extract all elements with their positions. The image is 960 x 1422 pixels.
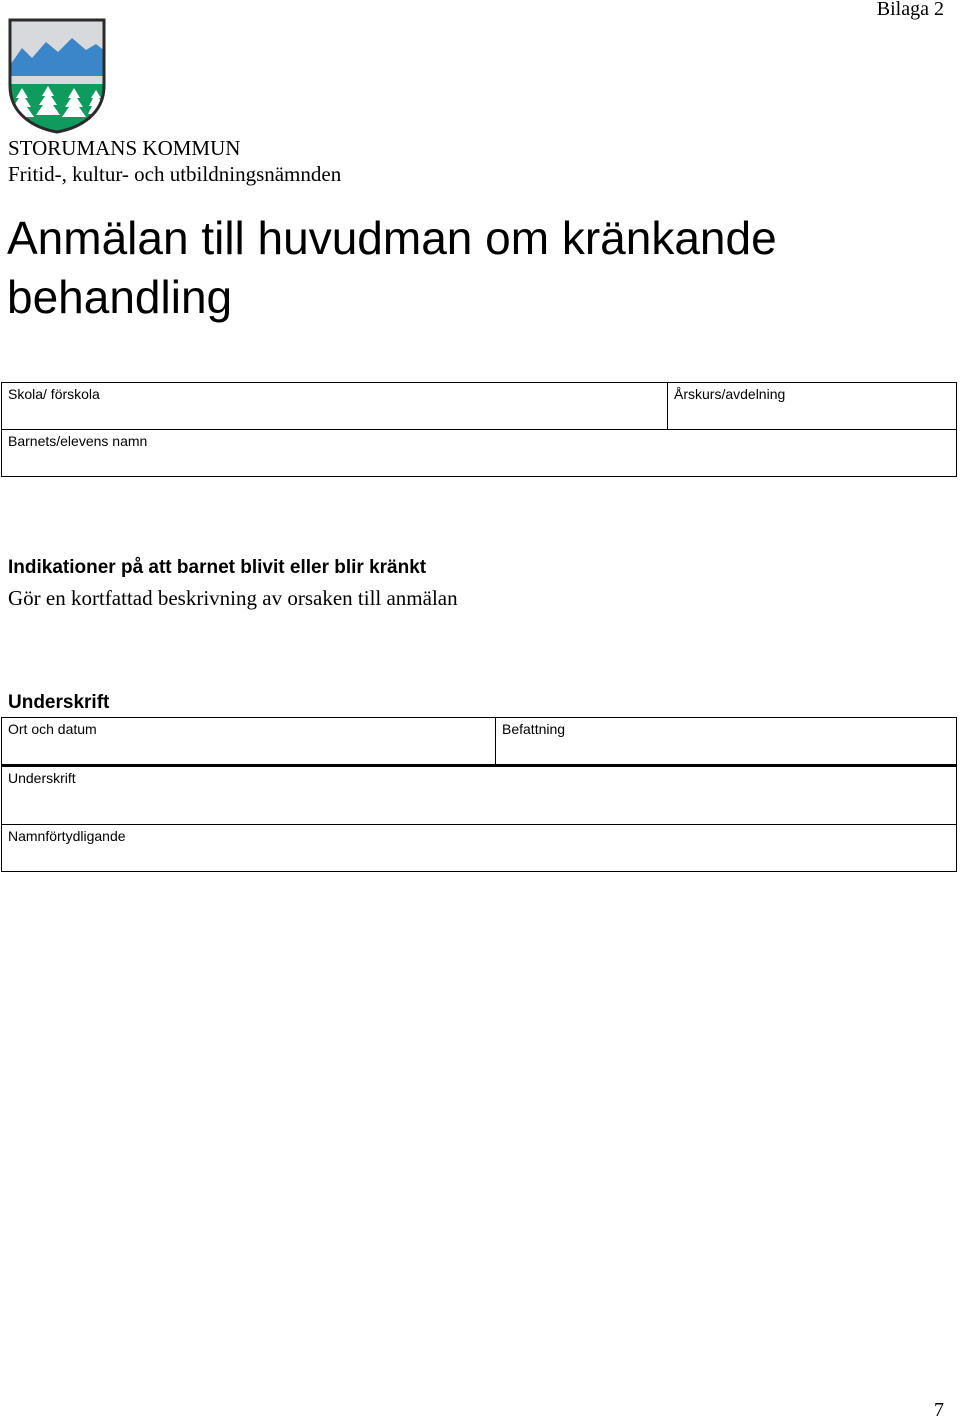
info-row-school (2, 383, 957, 430)
school-label: Skola/ förskola (8, 386, 100, 402)
name-clarification-field[interactable] (2, 825, 957, 872)
signature-row-place (2, 718, 957, 766)
child-name-label: Barnets/elevens namn (8, 433, 148, 449)
position-label: Befattning (502, 721, 566, 737)
signature-form-table (1, 717, 957, 872)
info-row-child (2, 430, 957, 477)
signature-row-sign (2, 766, 957, 825)
grade-label: Årskurs/avdelning (674, 386, 786, 402)
position-field[interactable] (496, 718, 957, 766)
indications-instruction: Gör en kortfattad beskrivning av orsaken till anmälan (8, 586, 458, 610)
place-date-field[interactable] (2, 718, 496, 766)
place-date-label: Ort och datum (8, 721, 97, 737)
signature-heading: Underskrift (8, 692, 110, 713)
child-name-field[interactable] (2, 430, 957, 477)
school-field[interactable] (2, 383, 668, 430)
coat-of-arms-icon (8, 18, 106, 134)
signature-field[interactable] (2, 766, 957, 825)
grade-field[interactable] (668, 383, 957, 430)
annex-label: Bilaga 2 (876, 0, 944, 20)
name-clarification-label: Namnförtydligande (8, 828, 126, 844)
document-title: Anmälan till huvudman om kränkande behandling (7, 212, 777, 323)
indications-heading: Indikationer på att barnet blivit eller blir kränkt (8, 557, 427, 578)
signature-row-name (2, 825, 957, 872)
info-form-table (1, 382, 957, 477)
page-number: 7 (934, 1399, 944, 1421)
signature-label: Underskrift (8, 770, 76, 786)
organization-block (8, 135, 341, 187)
board-name: Fritid-, kultur- och utbildningsnämnden (8, 162, 342, 186)
municipality-name: STORUMANS KOMMUN (8, 136, 241, 160)
